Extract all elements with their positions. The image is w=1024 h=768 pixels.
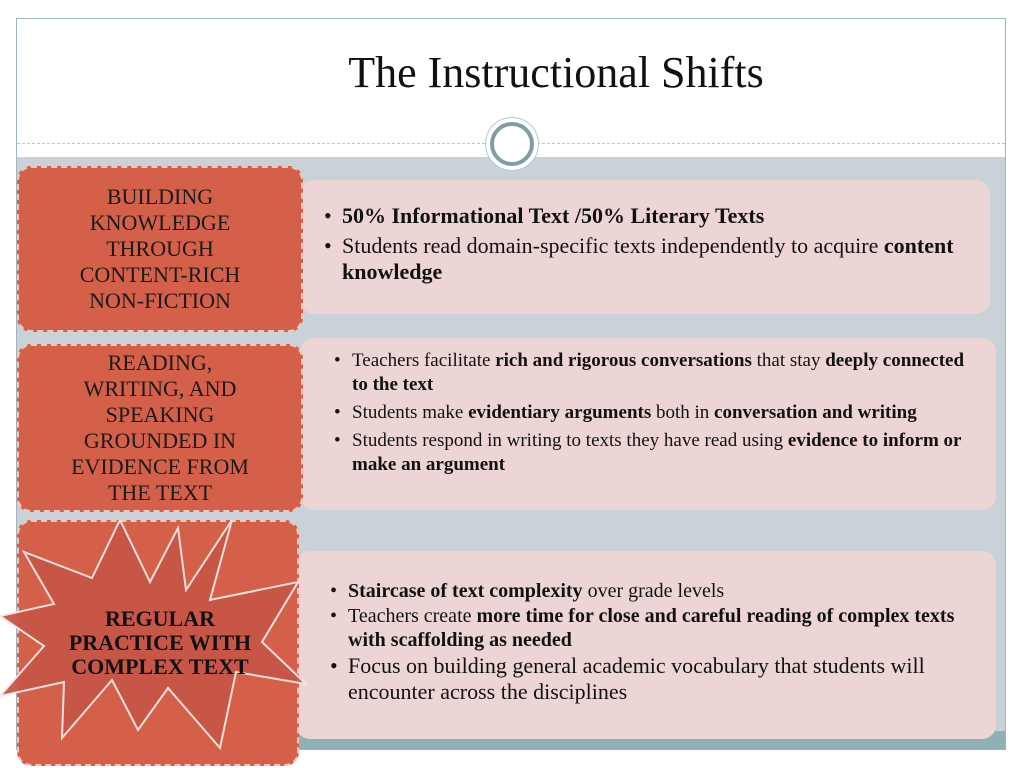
bullet-item: • Students respond in writing to texts they have read using evidence to inform or make an argument (334, 430, 962, 475)
bullet-text-segment: both in (651, 402, 715, 423)
bullet-text-segment: Students make (352, 402, 469, 423)
tag-line: NON-FICTION (89, 288, 231, 313)
tag-line: CONTENT-RICH (79, 262, 241, 287)
bullet-text-segment: evidentiary arguments (468, 402, 652, 423)
row-1-tag (17, 166, 303, 332)
bullet-text-segment: Teachers create (348, 605, 477, 627)
row-2-tag (17, 344, 303, 512)
bullet-text-segment: Staircase of text complexity (348, 580, 583, 602)
tag-line: BUILDING (106, 184, 214, 209)
tag-line: COMPLEX TEXT (71, 654, 249, 679)
bullet-item: • Staircase of text complexity over grade levels (330, 580, 725, 602)
tag-line: READING, (107, 350, 213, 375)
bullet-item: • Teachers create more time for close and careful reading of complex texts with scaffolding as needed (330, 605, 955, 651)
bullet-text-segment: more time for close and careful reading of complex texts with scaffolding as needed (348, 605, 955, 651)
row-2-bullets (330, 349, 970, 481)
row-3-content (296, 551, 996, 739)
row-3-tag-text (40, 607, 280, 679)
bullet-text-segment: content knowledge (342, 233, 954, 284)
bullet-text-segment: evidence to inform or make an argument (352, 430, 962, 475)
tag-line: PRACTICE WITH (68, 630, 252, 655)
bullet-text-segment: rich and rigorous conversations (495, 350, 752, 371)
tag-line: THROUGH (106, 236, 214, 261)
tag-line: THE TEXT (107, 480, 213, 505)
row-2-content (300, 338, 996, 510)
row-3-bullets (326, 579, 966, 706)
tag-line: KNOWLEDGE (89, 210, 231, 235)
tag-line: REGULAR (104, 606, 215, 631)
bullet-text-segment: conversation and writing (714, 402, 917, 423)
tag-line: WRITING, AND (83, 376, 237, 401)
row-1-bullets (320, 203, 960, 289)
bullet-item: • Focus on building general academic vocabulary that students will encounter across the disciplines (330, 653, 925, 704)
bullet-item: • Students read domain-specific texts independently to acquire content knowledge (324, 233, 954, 284)
bullet-text-segment: Students read domain-specific texts independently to acquire (342, 233, 884, 258)
bullet-text-segment: Students respond in writing to texts they have read using (352, 430, 788, 451)
tag-line: SPEAKING (105, 402, 215, 427)
bullet-text-segment: that stay (751, 350, 826, 371)
bullet-item: • Teachers facilitate rich and rigorous conversations that stay deeply connected to the text (334, 350, 965, 395)
bullet-item: • Students make evidentiary arguments both in conversation and writing (334, 402, 917, 423)
bullet-text-segment: deeply connected to the text (352, 350, 965, 395)
bullet-text-segment: 50% Informational Text /50% Literary Texts (342, 203, 765, 228)
bullet-text-segment: Focus on building general academic vocabulary that students will encounter across the disciplines (348, 653, 925, 704)
divider-ring (490, 122, 534, 166)
slide-title: The Instructional Shifts (348, 48, 764, 97)
tag-line: EVIDENCE FROM (71, 454, 249, 479)
row-1-content (300, 180, 990, 314)
bullet-text-segment: Teachers facilitate (352, 350, 496, 371)
bullet-item: • 50% Informational Text /50% Literary Texts (324, 203, 765, 228)
tag-line: GROUNDED IN (83, 428, 237, 453)
bullet-text-segment: over grade levels (582, 580, 725, 602)
divider-circle-icon (485, 117, 539, 171)
